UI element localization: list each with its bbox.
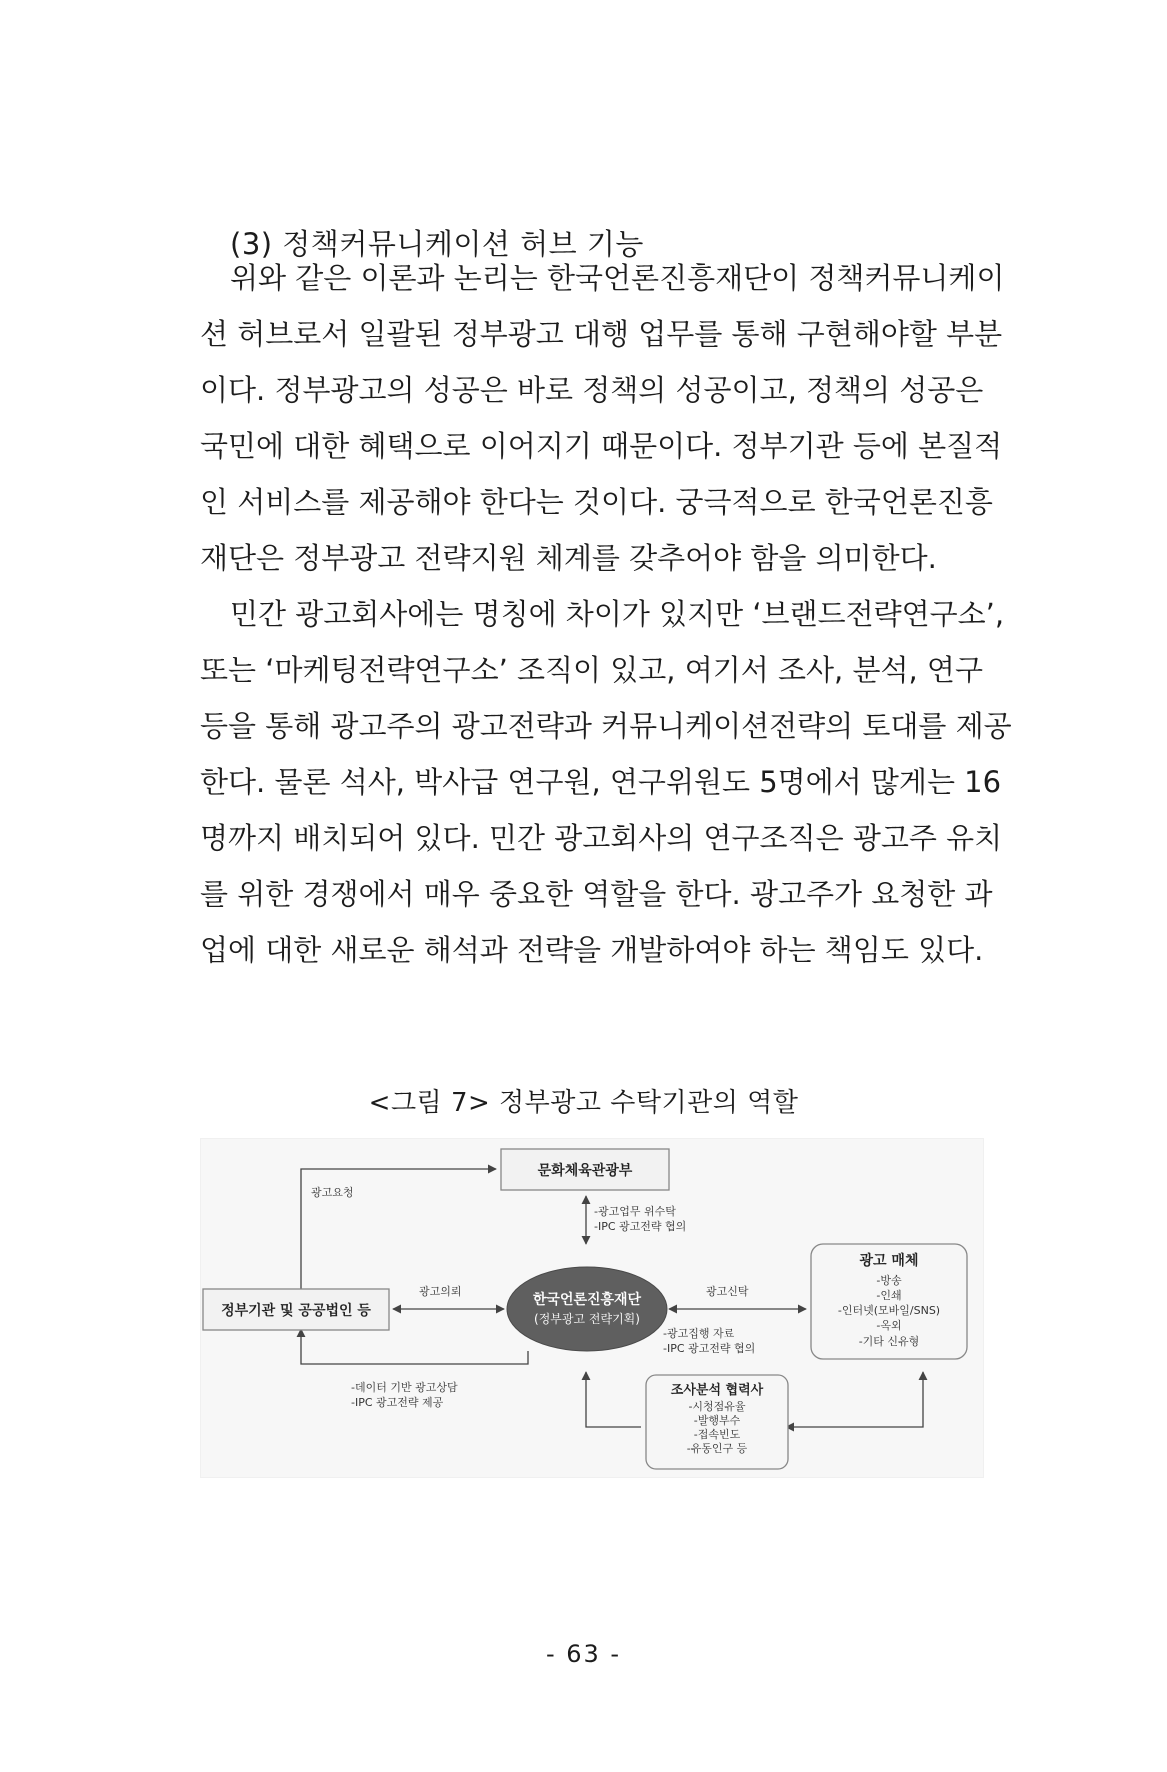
arrow-research-center xyxy=(586,1372,641,1427)
arrow-consulting xyxy=(301,1329,528,1364)
page-number: - 63 - xyxy=(545,1640,622,1668)
media-item: -인터넷(모바일/SNS) xyxy=(837,1304,941,1317)
section-heading: (3) 정책커뮤니케이션 허브 기능 xyxy=(230,227,644,261)
research-item: -시청점유율 xyxy=(688,1400,746,1413)
paragraph-1 xyxy=(200,250,1005,586)
paragraph-line: 민간 광고회사에는 명칭에 차이가 있지만 ‘브랜드전략연구소’, xyxy=(230,597,1005,631)
ministry-label: 문화체육관광부 xyxy=(537,1163,633,1179)
label-ad-commission: 광고의뢰 xyxy=(419,1285,462,1298)
paragraph-line: 국민에 대한 혜택으로 이어지기 때문이다. 정부기관 등에 본질적 xyxy=(200,429,1003,463)
label-ad-trust: 광고신탁 xyxy=(706,1285,749,1298)
research-title: 조사분석 협력사 xyxy=(670,1383,764,1398)
paragraph-line: 등을 통해 광고주의 광고전략과 커뮤니케이션전략의 토대를 제공 xyxy=(200,709,1012,743)
media-item: -옥외 xyxy=(876,1319,902,1332)
research-item: -유동인구 등 xyxy=(686,1442,748,1455)
media-item: -방송 xyxy=(876,1274,902,1287)
label-execution: -IPC 광고전략 협의 xyxy=(663,1342,756,1355)
paragraph-line: 인 서비스를 제공해야 한다는 것이다. 궁극적으로 한국언론진흥 xyxy=(200,485,993,519)
research-item: -접속빈도 xyxy=(693,1428,741,1441)
research-item: -발행부수 xyxy=(693,1414,741,1427)
paragraph-line: 한다. 물론 석사, 박사급 연구원, 연구위원도 5명에서 많게는 16 xyxy=(200,765,1002,799)
diagram-svg xyxy=(201,1139,983,1477)
media-item: -인쇄 xyxy=(876,1289,902,1302)
paragraph-line: 업에 대한 새로운 해석과 전략을 개발하여야 하는 책임도 있다. xyxy=(200,933,984,967)
diagram-figure xyxy=(200,1138,984,1478)
paragraph-2 xyxy=(200,586,1012,978)
center-label-line2: (정부광고 전략기획) xyxy=(534,1312,640,1326)
label-ministry-link: -광고업무 위수탁 xyxy=(594,1205,676,1218)
paragraph-line: 재단은 정부광고 전략지원 체계를 갖추어야 함을 의미한다. xyxy=(200,541,937,575)
label-ad-request: 광고요청 xyxy=(311,1186,354,1199)
arrow-research-media xyxy=(786,1372,923,1427)
label-execution: -광고집행 자료 xyxy=(663,1327,735,1340)
paragraph-line: 위와 같은 이론과 논리는 한국언론진흥재단이 정책커뮤니케이 xyxy=(230,261,1005,295)
paragraph-line: 션 허브로서 일괄된 정부광고 대행 업무를 통해 구현해야할 부분 xyxy=(200,317,1003,351)
paragraph-line: 를 위한 경쟁에서 매우 중요한 역할을 한다. 광고주가 요청한 과 xyxy=(200,877,993,911)
paragraph-line: 명까지 배치되어 있다. 민간 광고회사의 연구조직은 광고주 유치 xyxy=(200,821,1003,855)
label-consulting: -IPC 광고전략 제공 xyxy=(351,1396,444,1409)
paragraph-line: 또는 ‘마케팅전략연구소’ 조직이 있고, 여기서 조사, 분석, 연구 xyxy=(200,653,983,687)
government-label: 정부기관 및 공공법인 등 xyxy=(221,1303,371,1319)
media-item: -기타 신유형 xyxy=(858,1335,920,1348)
label-ministry-link: -IPC 광고전략 협의 xyxy=(594,1220,687,1233)
media-title: 광고 매체 xyxy=(859,1253,919,1269)
center-label-line1: 한국언론진흥재단 xyxy=(532,1292,642,1308)
center-ellipse xyxy=(507,1267,667,1351)
figure-caption: <그림 7> 정부광고 수탁기관의 역할 xyxy=(368,1088,799,1118)
label-consulting: -데이터 기반 광고상담 xyxy=(351,1381,458,1394)
paragraph-line: 이다. 정부광고의 성공은 바로 정책의 성공이고, 정책의 성공은 xyxy=(200,373,984,407)
